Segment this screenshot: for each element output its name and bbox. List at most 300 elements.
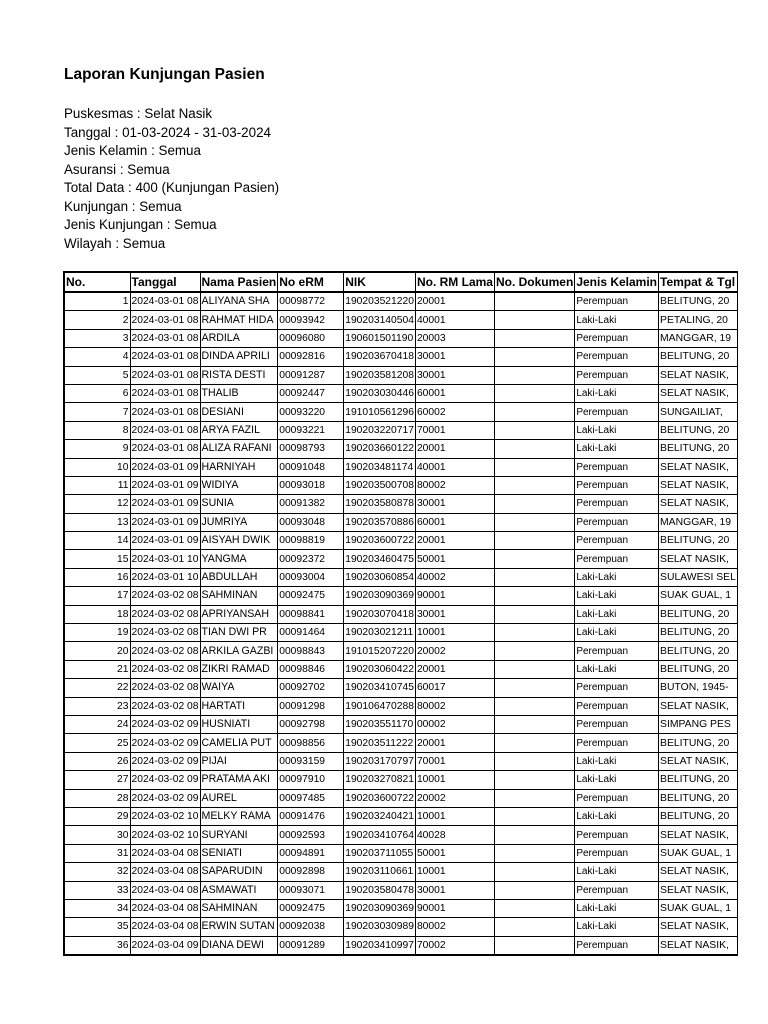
- cell-jenis-kelamin: Laki-Laki: [575, 752, 659, 770]
- table-row: [64, 384, 737, 402]
- table-row: [64, 311, 737, 329]
- table-header-row: [64, 272, 737, 292]
- cell-tanggal: 2024-03-01 09: [130, 532, 200, 550]
- table-row: [64, 715, 737, 733]
- cell-tempat-tgl: SELAT NASIK,: [659, 881, 738, 899]
- cell-no-erm: 00092372: [278, 550, 344, 568]
- cell-no: 31: [64, 844, 130, 862]
- cell-no-erm: 00093221: [278, 421, 344, 439]
- cell-no: 24: [64, 715, 130, 733]
- cell-no-erm: 00093159: [278, 752, 344, 770]
- cell-jenis-kelamin: Perempuan: [575, 789, 659, 807]
- meta-total-data: Total Data : 400 (Kunjungan Pasien): [64, 180, 280, 195]
- table-row: [64, 863, 737, 881]
- table-row: [64, 881, 737, 899]
- cell-no-erm: 00092475: [278, 899, 344, 917]
- cell-no-dokumen: [494, 458, 574, 476]
- cell-nama-pasien: SAHMINAN: [200, 587, 278, 605]
- cell-nama-pasien: ARDILA: [200, 329, 278, 347]
- cell-no: 13: [64, 513, 130, 531]
- cell-jenis-kelamin: Perempuan: [575, 936, 659, 955]
- cell-no-dokumen: [494, 660, 574, 678]
- header-no: No.: [64, 272, 130, 292]
- table-row: [64, 329, 737, 347]
- cell-no-rm-lama: 20001: [415, 440, 494, 458]
- cell-no-rm-lama: 70001: [415, 752, 494, 770]
- cell-jenis-kelamin: Perempuan: [575, 495, 659, 513]
- cell-nama-pasien: ARKILA GAZBI: [200, 642, 278, 660]
- table-row: [64, 292, 737, 311]
- cell-no: 1: [64, 292, 130, 311]
- cell-no: 7: [64, 403, 130, 421]
- cell-nik: 190203060854: [344, 568, 416, 586]
- cell-tanggal: 2024-03-02 09: [130, 752, 200, 770]
- cell-tanggal: 2024-03-01 10: [130, 550, 200, 568]
- visit-table: [63, 271, 738, 956]
- cell-no-dokumen: [494, 715, 574, 733]
- cell-no-dokumen: [494, 734, 574, 752]
- cell-tempat-tgl: SELAT NASIK,: [659, 918, 738, 936]
- cell-nama-pasien: YANGMA: [200, 550, 278, 568]
- cell-no-rm-lama: 80002: [415, 918, 494, 936]
- cell-tanggal: 2024-03-01 08: [130, 292, 200, 311]
- cell-no-rm-lama: 50001: [415, 550, 494, 568]
- cell-nama-pasien: SAPARUDIN: [200, 863, 278, 881]
- cell-nik: 190203220717: [344, 421, 416, 439]
- cell-no-rm-lama: 90001: [415, 899, 494, 917]
- cell-tanggal: 2024-03-02 08: [130, 624, 200, 642]
- cell-no-erm: 00098856: [278, 734, 344, 752]
- cell-tempat-tgl: BELITUNG, 20: [659, 771, 738, 789]
- cell-nik: 190106470288: [344, 697, 416, 715]
- cell-jenis-kelamin: Perempuan: [575, 679, 659, 697]
- cell-no-rm-lama: 30001: [415, 881, 494, 899]
- cell-nik: 190203670418: [344, 348, 416, 366]
- cell-jenis-kelamin: Perempuan: [575, 734, 659, 752]
- cell-tanggal: 2024-03-02 09: [130, 789, 200, 807]
- cell-no-dokumen: [494, 513, 574, 531]
- cell-no-rm-lama: 20003: [415, 329, 494, 347]
- cell-nama-pasien: ASMAWATI: [200, 881, 278, 899]
- cell-nama-pasien: ERWIN SUTAN: [200, 918, 278, 936]
- header-no-rm-lama: No. RM Lama: [415, 272, 494, 292]
- cell-nik: 190203570886: [344, 513, 416, 531]
- cell-tanggal: 2024-03-01 08: [130, 384, 200, 402]
- table-row: [64, 366, 737, 384]
- cell-no-dokumen: [494, 863, 574, 881]
- cell-nama-pasien: JUMRIYA: [200, 513, 278, 531]
- meta-jenis-kelamin: Jenis Kelamin : Semua: [64, 143, 201, 158]
- cell-no: 25: [64, 734, 130, 752]
- header-no-dokumen: No. Dokumen: [494, 272, 574, 292]
- report-title: Laporan Kunjungan Pasien: [64, 66, 265, 83]
- cell-jenis-kelamin: Laki-Laki: [575, 587, 659, 605]
- cell-no-dokumen: [494, 697, 574, 715]
- cell-no-dokumen: [494, 752, 574, 770]
- cell-no-rm-lama: 70001: [415, 421, 494, 439]
- cell-no-erm: 00096080: [278, 329, 344, 347]
- cell-no-dokumen: [494, 568, 574, 586]
- cell-tanggal: 2024-03-04 08: [130, 899, 200, 917]
- cell-nama-pasien: ABDULLAH: [200, 568, 278, 586]
- cell-no-rm-lama: 20001: [415, 532, 494, 550]
- cell-nik: 190203110661: [344, 863, 416, 881]
- cell-tanggal: 2024-03-02 08: [130, 605, 200, 623]
- cell-tanggal: 2024-03-02 10: [130, 807, 200, 825]
- cell-tanggal: 2024-03-01 08: [130, 440, 200, 458]
- cell-nama-pasien: AISYAH DWIK: [200, 532, 278, 550]
- cell-tanggal: 2024-03-01 08: [130, 348, 200, 366]
- cell-tanggal: 2024-03-01 08: [130, 366, 200, 384]
- cell-tanggal: 2024-03-04 08: [130, 844, 200, 862]
- cell-no-dokumen: [494, 679, 574, 697]
- cell-no-rm-lama: 10001: [415, 624, 494, 642]
- table-row: [64, 624, 737, 642]
- cell-tanggal: 2024-03-02 09: [130, 734, 200, 752]
- header-nama-pasien: Nama Pasien: [200, 272, 278, 292]
- cell-tanggal: 2024-03-01 08: [130, 329, 200, 347]
- cell-tanggal: 2024-03-04 09: [130, 936, 200, 955]
- cell-no: 12: [64, 495, 130, 513]
- cell-no-erm: 00093048: [278, 513, 344, 531]
- table-row: [64, 918, 737, 936]
- cell-jenis-kelamin: Perempuan: [575, 292, 659, 311]
- cell-no-erm: 00093220: [278, 403, 344, 421]
- cell-no-rm-lama: 80002: [415, 697, 494, 715]
- cell-tanggal: 2024-03-01 09: [130, 458, 200, 476]
- cell-nik: 191010561296: [344, 403, 416, 421]
- cell-nama-pasien: ALIYANA SHA: [200, 292, 278, 311]
- cell-no: 18: [64, 605, 130, 623]
- cell-no: 10: [64, 458, 130, 476]
- cell-jenis-kelamin: Perempuan: [575, 826, 659, 844]
- cell-nama-pasien: MELKY RAMA: [200, 807, 278, 825]
- cell-no-rm-lama: 10001: [415, 771, 494, 789]
- cell-no-erm: 00092593: [278, 826, 344, 844]
- cell-nik: 191015207220: [344, 642, 416, 660]
- cell-nama-pasien: WAIYA: [200, 679, 278, 697]
- cell-nik: 190203021211: [344, 624, 416, 642]
- cell-tempat-tgl: BELITUNG, 20: [659, 734, 738, 752]
- cell-nik: 190203140504: [344, 311, 416, 329]
- cell-no: 2: [64, 311, 130, 329]
- cell-nik: 190601501190: [344, 329, 416, 347]
- cell-no-rm-lama: 70002: [415, 936, 494, 955]
- cell-nik: 190203030446: [344, 384, 416, 402]
- cell-no-rm-lama: 40001: [415, 311, 494, 329]
- cell-no-erm: 00092038: [278, 918, 344, 936]
- cell-no-rm-lama: 10001: [415, 807, 494, 825]
- cell-jenis-kelamin: Laki-Laki: [575, 421, 659, 439]
- table-row: [64, 679, 737, 697]
- cell-no-erm: 00093004: [278, 568, 344, 586]
- cell-tempat-tgl: BUTON, 1945-: [659, 679, 738, 697]
- cell-nama-pasien: THALIB: [200, 384, 278, 402]
- cell-tempat-tgl: MANGGAR, 19: [659, 513, 738, 531]
- cell-no: 15: [64, 550, 130, 568]
- cell-tempat-tgl: SELAT NASIK,: [659, 384, 738, 402]
- cell-no: 34: [64, 899, 130, 917]
- cell-nik: 190203500708: [344, 476, 416, 494]
- cell-tempat-tgl: PETALING, 20: [659, 311, 738, 329]
- cell-tempat-tgl: MANGGAR, 19: [659, 329, 738, 347]
- cell-jenis-kelamin: Laki-Laki: [575, 384, 659, 402]
- cell-no-rm-lama: 30001: [415, 348, 494, 366]
- cell-no: 6: [64, 384, 130, 402]
- cell-nik: 190203170797: [344, 752, 416, 770]
- cell-tempat-tgl: SUAK GUAL, 1: [659, 587, 738, 605]
- cell-jenis-kelamin: Perempuan: [575, 532, 659, 550]
- cell-tanggal: 2024-03-01 09: [130, 495, 200, 513]
- table-row: [64, 642, 737, 660]
- report-meta: [64, 105, 279, 253]
- cell-no-dokumen: [494, 440, 574, 458]
- cell-nama-pasien: PIJAI: [200, 752, 278, 770]
- cell-nik: 190203580478: [344, 881, 416, 899]
- cell-nik: 190203521220: [344, 292, 416, 311]
- cell-nik: 190203460475: [344, 550, 416, 568]
- cell-no: 14: [64, 532, 130, 550]
- cell-jenis-kelamin: Laki-Laki: [575, 311, 659, 329]
- cell-jenis-kelamin: Perempuan: [575, 348, 659, 366]
- cell-nama-pasien: ZIKRI RAMAD: [200, 660, 278, 678]
- cell-tempat-tgl: SELAT NASIK,: [659, 697, 738, 715]
- cell-no-rm-lama: 30001: [415, 366, 494, 384]
- table-row: [64, 348, 737, 366]
- cell-nama-pasien: ALIZA RAFANI: [200, 440, 278, 458]
- cell-nama-pasien: DINDA APRILI: [200, 348, 278, 366]
- cell-no: 5: [64, 366, 130, 384]
- table-row: [64, 697, 737, 715]
- cell-jenis-kelamin: Laki-Laki: [575, 863, 659, 881]
- cell-tempat-tgl: SIMPANG PES: [659, 715, 738, 733]
- cell-no-dokumen: [494, 936, 574, 955]
- cell-jenis-kelamin: Perempuan: [575, 715, 659, 733]
- cell-no-erm: 00091382: [278, 495, 344, 513]
- cell-no-rm-lama: 60001: [415, 384, 494, 402]
- cell-no-rm-lama: 40001: [415, 458, 494, 476]
- table-row: [64, 807, 737, 825]
- table-row: [64, 550, 737, 568]
- table-row: [64, 826, 737, 844]
- cell-no-dokumen: [494, 899, 574, 917]
- cell-no-erm: 00092475: [278, 587, 344, 605]
- cell-nik: 190203410745: [344, 679, 416, 697]
- cell-no-dokumen: [494, 771, 574, 789]
- table-row: [64, 899, 737, 917]
- table-row: [64, 752, 737, 770]
- meta-wilayah: Wilayah : Semua: [64, 235, 166, 251]
- cell-tempat-tgl: SUAK GUAL, 1: [659, 899, 738, 917]
- meta-puskesmas: Puskesmas : Selat Nasik: [64, 106, 213, 121]
- cell-tanggal: 2024-03-04 08: [130, 918, 200, 936]
- cell-no-dokumen: [494, 844, 574, 862]
- table-row: [64, 495, 737, 513]
- cell-tanggal: 2024-03-01 08: [130, 403, 200, 421]
- cell-jenis-kelamin: Laki-Laki: [575, 605, 659, 623]
- table-row: [64, 513, 737, 531]
- cell-nik: 190203060422: [344, 660, 416, 678]
- cell-no: 21: [64, 660, 130, 678]
- table-row: [64, 532, 737, 550]
- cell-nama-pasien: PRATAMA AKI: [200, 771, 278, 789]
- cell-nik: 190203581208: [344, 366, 416, 384]
- cell-tempat-tgl: BELITUNG, 20: [659, 440, 738, 458]
- cell-no: 35: [64, 918, 130, 936]
- cell-tanggal: 2024-03-02 08: [130, 679, 200, 697]
- meta-tanggal: Tanggal : 01-03-2024 - 31-03-2024: [64, 124, 271, 140]
- header-tempat-tgl: Tempat & Tgl: [659, 272, 738, 292]
- table-row: [64, 605, 737, 623]
- cell-no-rm-lama: 20001: [415, 660, 494, 678]
- cell-no-rm-lama: 60002: [415, 403, 494, 421]
- cell-tempat-tgl: SELAT NASIK,: [659, 826, 738, 844]
- cell-no-erm: 00091298: [278, 697, 344, 715]
- cell-jenis-kelamin: Laki-Laki: [575, 624, 659, 642]
- cell-no-erm: 00098846: [278, 660, 344, 678]
- cell-jenis-kelamin: Perempuan: [575, 476, 659, 494]
- cell-nik: 190203660122: [344, 440, 416, 458]
- cell-tempat-tgl: SELAT NASIK,: [659, 752, 738, 770]
- meta-asuransi: Asuransi : Semua: [64, 161, 170, 177]
- cell-no: 8: [64, 421, 130, 439]
- cell-nik: 190203090369: [344, 899, 416, 917]
- cell-no-dokumen: [494, 918, 574, 936]
- cell-tanggal: 2024-03-01 09: [130, 476, 200, 494]
- cell-no-erm: 00091048: [278, 458, 344, 476]
- cell-tempat-tgl: SUAK GUAL, 1: [659, 844, 738, 862]
- cell-jenis-kelamin: Perempuan: [575, 844, 659, 862]
- cell-no-dokumen: [494, 329, 574, 347]
- cell-no-erm: 00097485: [278, 789, 344, 807]
- cell-no-dokumen: [494, 476, 574, 494]
- meta-kunjungan: Kunjungan : Semua: [64, 198, 182, 214]
- cell-tanggal: 2024-03-01 08: [130, 421, 200, 439]
- cell-no: 33: [64, 881, 130, 899]
- cell-no-dokumen: [494, 403, 574, 421]
- cell-nama-pasien: APRIYANSAH: [200, 605, 278, 623]
- cell-no-rm-lama: 20002: [415, 642, 494, 660]
- table-row: [64, 587, 737, 605]
- cell-tanggal: 2024-03-01 09: [130, 513, 200, 531]
- cell-no-rm-lama: 90001: [415, 587, 494, 605]
- cell-jenis-kelamin: Laki-Laki: [575, 660, 659, 678]
- cell-tempat-tgl: SELAT NASIK,: [659, 458, 738, 476]
- cell-no: 4: [64, 348, 130, 366]
- cell-jenis-kelamin: Laki-Laki: [575, 440, 659, 458]
- cell-no: 19: [64, 624, 130, 642]
- cell-nama-pasien: SURYANI: [200, 826, 278, 844]
- cell-no: 26: [64, 752, 130, 770]
- cell-no-dokumen: [494, 642, 574, 660]
- cell-tempat-tgl: SULAWESI SEL: [659, 568, 738, 586]
- cell-tempat-tgl: BELITUNG, 20: [659, 605, 738, 623]
- cell-no-erm: 00098819: [278, 532, 344, 550]
- cell-no: 11: [64, 476, 130, 494]
- cell-tanggal: 2024-03-04 08: [130, 863, 200, 881]
- cell-nik: 190203270821: [344, 771, 416, 789]
- cell-no-dokumen: [494, 587, 574, 605]
- table-row: [64, 936, 737, 955]
- cell-no: 29: [64, 807, 130, 825]
- cell-no-dokumen: [494, 881, 574, 899]
- cell-no-erm: 00098793: [278, 440, 344, 458]
- cell-nama-pasien: HUSNIATI: [200, 715, 278, 733]
- cell-nama-pasien: SENIATI: [200, 844, 278, 862]
- cell-no-erm: 00098772: [278, 292, 344, 311]
- cell-jenis-kelamin: Perempuan: [575, 458, 659, 476]
- cell-no-rm-lama: 80002: [415, 476, 494, 494]
- cell-no-erm: 00092702: [278, 679, 344, 697]
- cell-tempat-tgl: SELAT NASIK,: [659, 495, 738, 513]
- cell-tanggal: 2024-03-02 08: [130, 660, 200, 678]
- header-jenis-kelamin: Jenis Kelamin: [575, 272, 659, 292]
- cell-no-rm-lama: 20001: [415, 734, 494, 752]
- cell-nama-pasien: RAHMAT HIDA: [200, 311, 278, 329]
- cell-no-erm: 00093071: [278, 881, 344, 899]
- cell-no-erm: 00093942: [278, 311, 344, 329]
- cell-no-erm: 00094891: [278, 844, 344, 862]
- cell-no-erm: 00091287: [278, 366, 344, 384]
- cell-jenis-kelamin: Laki-Laki: [575, 918, 659, 936]
- cell-no: 36: [64, 936, 130, 955]
- cell-no: 27: [64, 771, 130, 789]
- cell-nik: 190203030989: [344, 918, 416, 936]
- cell-nama-pasien: HARTATI: [200, 697, 278, 715]
- cell-no-erm: 00091289: [278, 936, 344, 955]
- cell-no-erm: 00098843: [278, 642, 344, 660]
- cell-tempat-tgl: BELITUNG, 20: [659, 421, 738, 439]
- cell-nik: 190203600722: [344, 789, 416, 807]
- cell-tanggal: 2024-03-02 09: [130, 771, 200, 789]
- cell-no-dokumen: [494, 789, 574, 807]
- cell-no-rm-lama: 20002: [415, 789, 494, 807]
- cell-no-erm: 00093018: [278, 476, 344, 494]
- cell-jenis-kelamin: Perempuan: [575, 329, 659, 347]
- cell-no-rm-lama: 00002: [415, 715, 494, 733]
- cell-jenis-kelamin: Perempuan: [575, 697, 659, 715]
- cell-no-rm-lama: 10001: [415, 863, 494, 881]
- cell-no-dokumen: [494, 384, 574, 402]
- cell-nama-pasien: AUREL: [200, 789, 278, 807]
- cell-no-erm: 00092447: [278, 384, 344, 402]
- cell-no-rm-lama: 60001: [415, 513, 494, 531]
- cell-no: 20: [64, 642, 130, 660]
- cell-tempat-tgl: SELAT NASIK,: [659, 476, 738, 494]
- table-row: [64, 458, 737, 476]
- cell-tanggal: 2024-03-01 10: [130, 568, 200, 586]
- cell-tempat-tgl: BELITUNG, 20: [659, 532, 738, 550]
- cell-no-rm-lama: 50001: [415, 844, 494, 862]
- cell-no-dokumen: [494, 605, 574, 623]
- cell-jenis-kelamin: Perempuan: [575, 513, 659, 531]
- cell-tempat-tgl: BELITUNG, 20: [659, 348, 738, 366]
- table-row: [64, 421, 737, 439]
- cell-no-rm-lama: 60017: [415, 679, 494, 697]
- cell-jenis-kelamin: Perempuan: [575, 403, 659, 421]
- cell-no-erm: 00091476: [278, 807, 344, 825]
- cell-nik: 190203090369: [344, 587, 416, 605]
- cell-no: 22: [64, 679, 130, 697]
- cell-no: 32: [64, 863, 130, 881]
- cell-nama-pasien: DESIANI: [200, 403, 278, 421]
- cell-tempat-tgl: BELITUNG, 20: [659, 642, 738, 660]
- cell-nama-pasien: ARYA FAZIL: [200, 421, 278, 439]
- cell-nik: 190203481174: [344, 458, 416, 476]
- cell-nik: 190203070418: [344, 605, 416, 623]
- cell-no-dokumen: [494, 366, 574, 384]
- cell-tanggal: 2024-03-02 08: [130, 587, 200, 605]
